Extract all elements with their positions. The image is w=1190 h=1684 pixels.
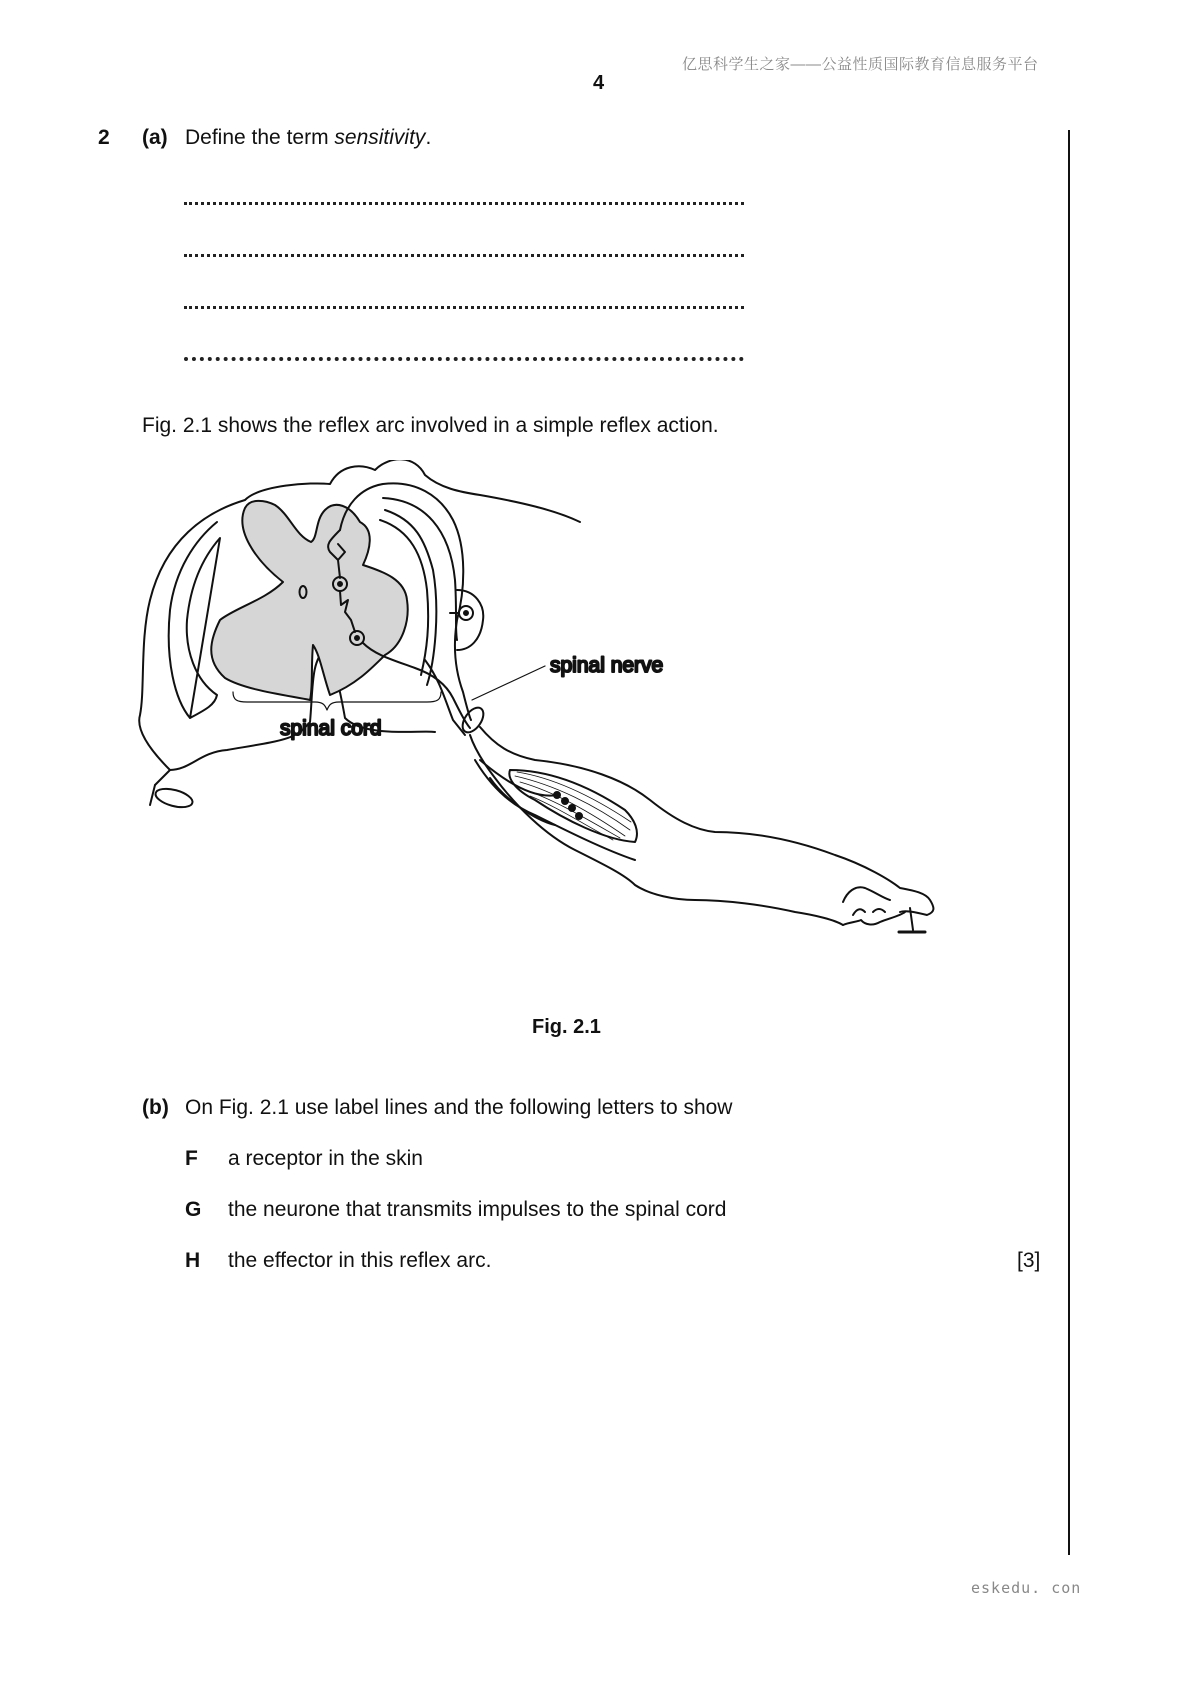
part-b-label: (b): [142, 1096, 169, 1119]
figure-intro: Fig. 2.1 shows the reflex arc involved in a simple reflex action.: [142, 414, 719, 437]
spinal-nerve-label: spinal nerve: [550, 654, 664, 677]
spinal-cord-label: spinal cord: [280, 717, 382, 740]
item-text-g: the neurone that transmits impulses to the spinal cord: [228, 1198, 727, 1221]
item-text-h: the effector in this reflex arc.: [228, 1249, 492, 1272]
answer-line-3[interactable]: [184, 306, 744, 309]
grey-matter: [211, 501, 407, 700]
item-letter-h: H: [185, 1249, 201, 1272]
item-text-f: a receptor in the skin: [228, 1147, 423, 1170]
figure-caption: Fig. 2.1: [532, 1016, 601, 1038]
item-letter-f: F: [185, 1147, 198, 1170]
margin-line: [1068, 130, 1070, 1555]
header-watermark: 亿思科学生之家——公益性质国际教育信息服务平台: [682, 56, 1039, 73]
part-a-question: [185, 126, 431, 150]
part-a-text: Define the term: [185, 126, 335, 149]
part-a-label: (a): [142, 126, 168, 149]
answer-line-4[interactable]: [184, 357, 744, 361]
figure-2-1: [135, 460, 1015, 1020]
spinal-nerve-label-line: [472, 666, 545, 700]
page-number: 4: [593, 72, 605, 94]
answer-line-2[interactable]: [184, 254, 744, 257]
item-letter-g: G: [185, 1198, 202, 1221]
part-b-text: On Fig. 2.1 use label lines and the following letters to show: [185, 1096, 733, 1119]
footer-site: eskedu. con: [971, 1579, 1082, 1597]
part-a-term: sensitivity: [334, 126, 426, 149]
answer-line-1[interactable]: [184, 202, 744, 205]
marks: [3]: [1017, 1249, 1041, 1272]
part-a-suffix: .: [425, 126, 432, 149]
question-number: 2: [98, 126, 110, 149]
hand-outline: [843, 887, 905, 925]
spinal-cord-brace: [233, 692, 441, 710]
